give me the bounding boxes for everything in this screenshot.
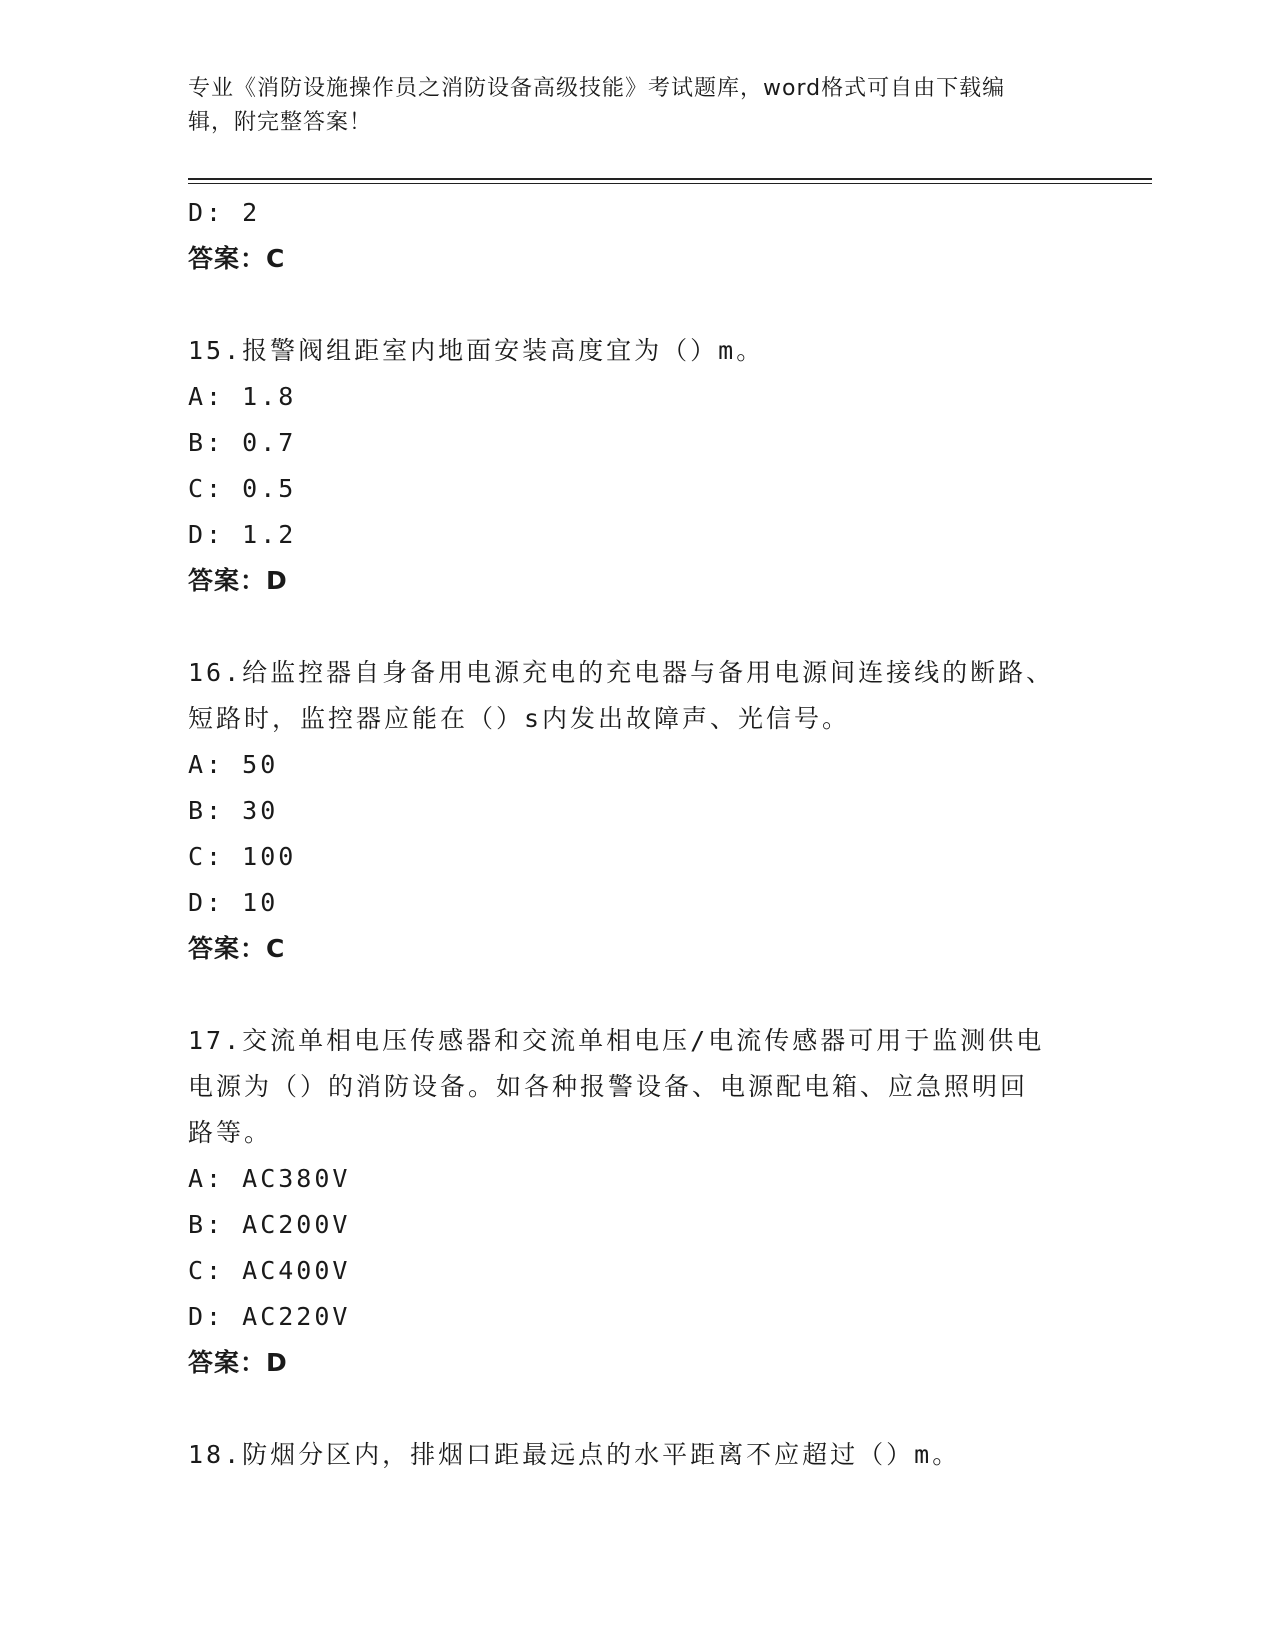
question-17-text-line-3: 路等。	[188, 1118, 273, 1147]
spacer	[188, 1386, 1088, 1432]
question-15-text: 15.报警阀组距室内地面安装高度宜为（）m。	[188, 336, 765, 365]
question-17-option-a: A: AC380V	[188, 1164, 351, 1193]
spacer	[188, 282, 1088, 328]
question-16-answer: 答案：C	[188, 934, 286, 963]
spacer	[188, 972, 1088, 1018]
prev-answer: 答案：C	[188, 244, 286, 273]
question-16-option-d: D: 10	[188, 888, 279, 917]
header-divider-thick	[188, 178, 1152, 180]
question-17-option-d: D: AC220V	[188, 1302, 351, 1331]
question-17-text-line-2: 电源为（）的消防设备。如各种报警设备、电源配电箱、应急照明回	[188, 1072, 1029, 1101]
prev-option-d: D: 2	[188, 198, 261, 227]
question-15-option-c: C: 0.5	[188, 474, 297, 503]
question-16-option-c: C: 100	[188, 842, 297, 871]
question-15-option-d: D: 1.2	[188, 520, 297, 549]
question-17-answer: 答案：D	[188, 1348, 288, 1377]
header-line-1: 专业《消防设施操作员之消防设备高级技能》考试题库，word格式可自由下载编	[188, 76, 1006, 101]
question-17-text-line-1: 17.交流单相电压传感器和交流单相电压/电流传感器可用于监测供电	[188, 1026, 1045, 1055]
question-15-answer: 答案：D	[188, 566, 288, 595]
question-15-option-a: A: 1.8	[188, 382, 297, 411]
header-divider-thin	[188, 183, 1152, 184]
header-line-2: 辑，附完整答案！	[188, 110, 373, 135]
question-16-text-line-2: 短路时，监控器应能在（）s内发出故障声、光信号。	[188, 704, 851, 733]
question-17-option-b: B: AC200V	[188, 1210, 351, 1239]
question-17-option-c: C: AC400V	[188, 1256, 351, 1285]
question-list	[188, 190, 1088, 1478]
question-16-option-a: A: 50	[188, 750, 279, 779]
question-16-text-line-1: 16.给监控器自身备用电源充电的充电器与备用电源间连接线的断路、	[188, 658, 1055, 687]
question-15-option-b: B: 0.7	[188, 428, 297, 457]
document-header	[188, 72, 1088, 140]
spacer	[188, 604, 1088, 650]
question-16-option-b: B: 30	[188, 796, 279, 825]
question-18-text: 18.防烟分区内，排烟口距最远点的水平距离不应超过（）m。	[188, 1440, 961, 1469]
